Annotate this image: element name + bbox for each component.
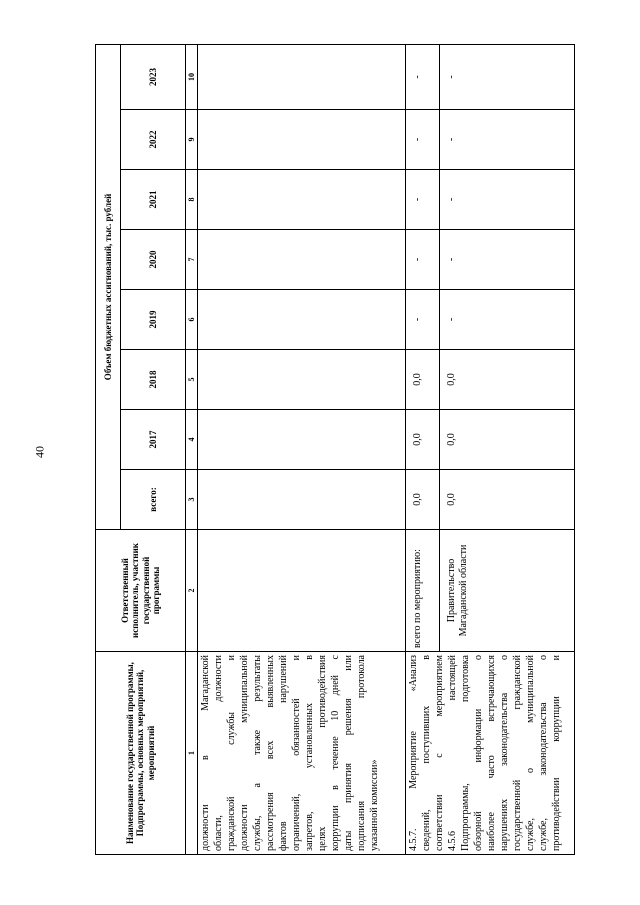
header-year: 2022 — [121, 110, 186, 170]
header-year: 2023 — [121, 44, 186, 109]
header-name: Наименование государственной программы, Подпрограммы, основных мероприятий, мероприятий — [96, 652, 186, 855]
value-cell — [198, 44, 406, 109]
value-cell: - — [440, 110, 575, 170]
column-number: 5 — [186, 350, 198, 410]
column-number: 7 — [186, 230, 198, 290]
column-number: 8 — [186, 170, 198, 230]
column-number: 10 — [186, 44, 198, 109]
value-cell: - — [440, 230, 575, 290]
value-cell — [198, 350, 406, 410]
value-cell — [198, 170, 406, 230]
column-number: 6 — [186, 290, 198, 350]
budget-table-container — [95, 45, 575, 855]
value-cell: - — [406, 170, 440, 230]
budget-table — [95, 44, 575, 855]
measure-description: 4.5.7. Мероприятие «Анализ сведений, поступивших в соответствии с мероприятием 4.5.6 настоящей Подпрограммы, подготовка обзорной информации о наиболее часто встречающихся нарушениях законодательства о государственной гражданской службе, о муниципальной службе, законодательства о противодействии коррупции и — [406, 652, 575, 855]
value-cell: 0,0 — [406, 410, 440, 470]
column-number: 1 — [186, 652, 198, 855]
table-row — [406, 44, 440, 854]
value-cell — [198, 410, 406, 470]
value-cell — [198, 230, 406, 290]
measure-description: должности в Магаданской области, должности гражданской службы и должности муниципальной службы, а также результаты рассмотрения всех выявленных фактов нарушений ограничений, обязанностей и запретов, установленных в целях противодействия коррупции в течение 10 дней с даты принятия решения или подписания протокола указанной комиссии» — [198, 652, 406, 855]
header-year: 2020 — [121, 230, 186, 290]
executor-name: Правительство Магаданской области — [440, 530, 575, 652]
value-cell: - — [406, 110, 440, 170]
column-number: 2 — [186, 530, 198, 652]
column-number-row — [186, 44, 198, 854]
value-cell — [198, 110, 406, 170]
header-year: 2019 — [121, 290, 186, 350]
header-total: всего: — [121, 470, 186, 530]
value-cell: - — [440, 290, 575, 350]
table-row — [198, 44, 406, 854]
value-cell: 0,0 — [440, 410, 575, 470]
value-cell: 0,0 — [406, 350, 440, 410]
page-number: 40 — [32, 446, 47, 458]
value-cell: - — [440, 44, 575, 109]
header-budget-group: Объем бюджетных ассигнований, тыс. рублей — [96, 44, 121, 529]
value-cell: 0,0 — [406, 470, 440, 530]
value-cell — [198, 470, 406, 530]
value-cell: 0,0 — [440, 470, 575, 530]
header-year: 2018 — [121, 350, 186, 410]
header-row-1 — [96, 44, 121, 854]
column-number: 4 — [186, 410, 198, 470]
header-year: 2021 — [121, 170, 186, 230]
value-cell: - — [406, 44, 440, 109]
column-number: 9 — [186, 110, 198, 170]
header-year: 2017 — [121, 410, 186, 470]
header-executor: Ответственный исполнитель, участник государственной программы — [96, 530, 186, 652]
value-cell: 0,0 — [440, 350, 575, 410]
value-cell: - — [440, 170, 575, 230]
value-cell: - — [406, 290, 440, 350]
value-cell: - — [406, 230, 440, 290]
executor-total: всего по мероприятию: — [406, 530, 440, 652]
executor-cell — [198, 530, 406, 652]
value-cell — [198, 290, 406, 350]
column-number: 3 — [186, 470, 198, 530]
